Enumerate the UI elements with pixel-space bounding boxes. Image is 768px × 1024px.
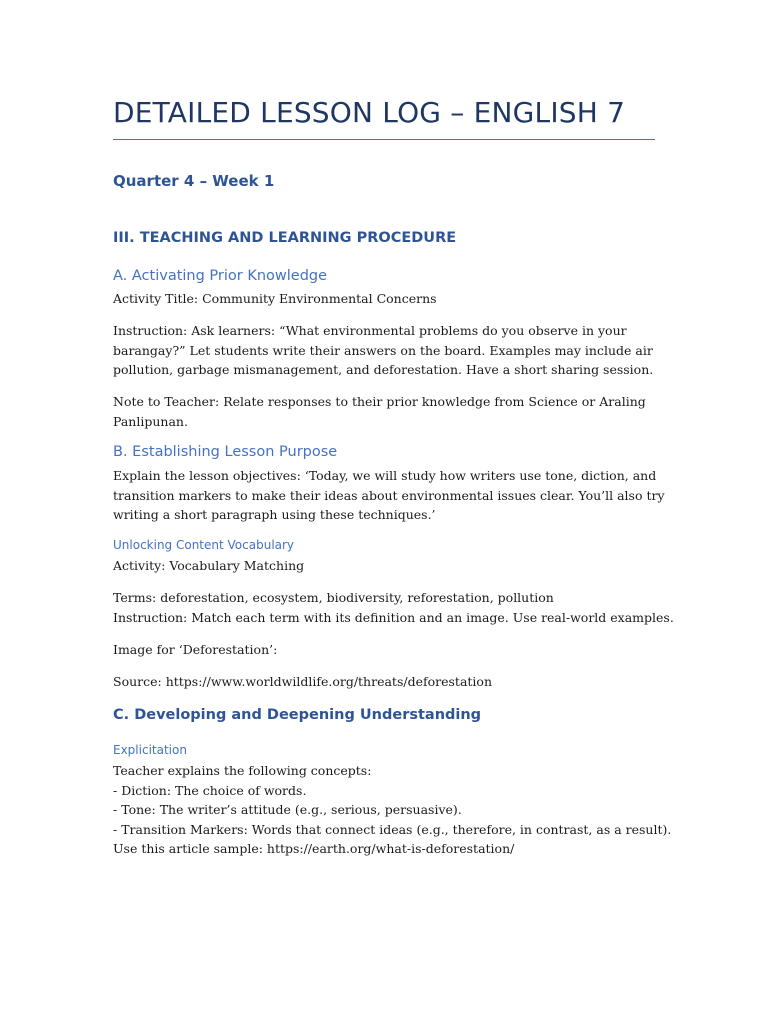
part-a-heading: A. Activating Prior Knowledge	[113, 268, 328, 284]
document-title: DETAILED LESSON LOG – ENGLISH 7	[113, 96, 626, 129]
activity-title: Activity Title: Community Environmental Concerns	[113, 291, 437, 306]
explicitation-body: Teacher explains the following concepts: - Diction: The choice of words. - Tone: The writer’s attitude (e.g., serious, persuasive). - Transition Markers: Words that connect ideas (e.g., therefore, in contrast, as a result). Use this article sample: https://earth.org/what-is-deforestation/	[113, 763, 672, 856]
section-heading: III. TEACHING AND LEARNING PROCEDURE	[113, 230, 457, 246]
image-label: Image for ‘Deforestation’:	[113, 642, 278, 657]
title-underline	[113, 139, 655, 140]
vocabulary-heading: Unlocking Content Vocabulary	[113, 538, 295, 552]
explicitation-heading: Explicitation	[113, 743, 187, 757]
lesson-objectives: Explain the lesson objectives: ‘Today, we will study how writers use tone, diction, and transition markers to make their ideas about environmental issues clear. You’ll also try writing a short paragraph using these techniques.’	[113, 468, 665, 522]
quarter-week-heading: Quarter 4 – Week 1	[113, 172, 275, 190]
part-c-heading: C. Developing and Deepening Understanding	[113, 707, 482, 723]
part-b-heading: B. Establishing Lesson Purpose	[113, 444, 338, 460]
part-a-instruction: Instruction: Ask learners: “What environmental problems do you observe in your barangay?” Let students write their answers on the board. Examples may include air pollution, garbage mismanagement, and deforestation. Have a short sharing session.	[113, 323, 654, 377]
source-link: Source: https://www.worldwildlife.org/threats/deforestation	[113, 674, 492, 689]
teacher-note: Note to Teacher: Relate responses to their prior knowledge from Science or Araling Panlipunan.	[113, 394, 646, 429]
vocabulary-activity: Activity: Vocabulary Matching	[113, 558, 305, 573]
vocabulary-terms: Terms: deforestation, ecosystem, biodiversity, reforestation, pollution Instruction: Match each term with its definition and an image. Use real-world examples.	[113, 590, 674, 625]
